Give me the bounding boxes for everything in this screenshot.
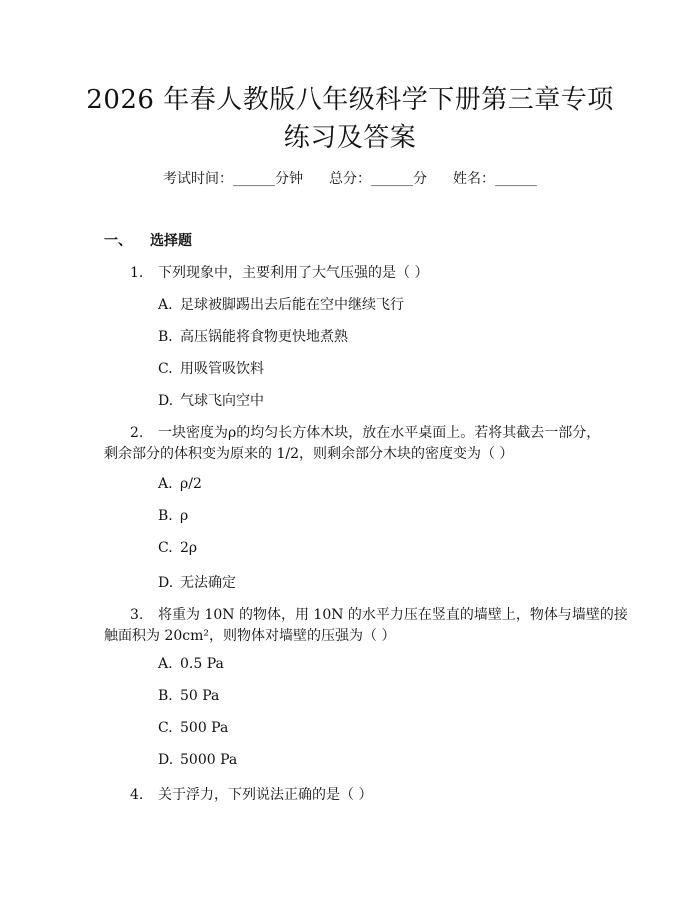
question-1 xyxy=(130,262,428,282)
option-text: 足球被脚踢出去后能在空中继续飞行 xyxy=(180,297,404,313)
option-letter: A. xyxy=(158,656,173,672)
option-letter: D. xyxy=(158,752,174,768)
option-2d xyxy=(158,572,236,592)
option-2a xyxy=(158,476,202,492)
option-text: 500 Pa xyxy=(180,720,229,736)
option-text: 用吸管吸饮料 xyxy=(180,361,264,377)
option-letter: D. xyxy=(158,393,174,409)
option-letter: C. xyxy=(158,361,173,377)
option-text: 高压锅能将食物更快地煮熟 xyxy=(180,329,348,345)
question-4 xyxy=(130,784,372,804)
option-letter: B. xyxy=(158,329,173,345)
question-text: 将重为 10N 的物体，用 10N 的水平力压在竖直的墙壁上，物体与墙壁的接 xyxy=(158,607,628,623)
question-number: 3. xyxy=(130,607,144,623)
document-title-line-1: 2026 年春人教版八年级科学下册第三章专项 xyxy=(86,85,614,115)
option-1a xyxy=(158,294,404,314)
option-text: 2ρ xyxy=(180,540,198,556)
question-3-continuation: 触面积为 20cm²，则物体对墙壁的压强为（ ） xyxy=(104,628,396,644)
question-2-continuation: 剩余部分的体积变为原来的 1/2，则剩余部分木块的密度变为（ ） xyxy=(104,446,514,462)
option-letter: D. xyxy=(158,575,174,591)
question-text: 一块密度为ρ的均匀长方体木块，放在水平桌面上。若将其截去一部分， xyxy=(158,425,601,441)
question-text: 下列现象中，主要利用了大气压强的是（ ） xyxy=(158,265,429,281)
exam-meta-row xyxy=(0,168,700,188)
option-text: 0.5 Pa xyxy=(180,656,224,672)
section-heading xyxy=(104,230,192,250)
exam-score-label: 总分：______分 xyxy=(329,171,427,187)
option-text: ρ/2 xyxy=(180,476,202,492)
exam-time-label: 考试时间：______分钟 xyxy=(163,171,303,187)
option-text: 5000 Pa xyxy=(180,752,238,768)
option-1d xyxy=(158,390,264,410)
option-letter: C. xyxy=(158,720,173,736)
section-title: 选择题 xyxy=(150,233,192,249)
question-2 xyxy=(130,422,600,442)
question-text: 关于浮力，下列说法正确的是（ ） xyxy=(158,787,373,803)
option-2b xyxy=(158,508,188,524)
option-1b xyxy=(158,326,348,346)
option-3d xyxy=(158,752,237,768)
option-letter: B. xyxy=(158,688,173,704)
question-3 xyxy=(130,604,628,624)
option-text: 50 Pa xyxy=(180,688,220,704)
option-2c xyxy=(158,540,197,556)
option-text: ρ xyxy=(180,508,189,524)
option-3b xyxy=(158,688,219,704)
option-3c xyxy=(158,720,228,736)
option-text: 无法确定 xyxy=(180,575,236,591)
option-letter: A. xyxy=(158,297,173,313)
section-number: 一、 xyxy=(104,233,132,249)
option-3a xyxy=(158,656,224,672)
question-number: 2. xyxy=(130,425,144,441)
option-letter: A. xyxy=(158,476,173,492)
question-number: 4. xyxy=(130,787,144,803)
document-title-line-2: 练习及答案 xyxy=(283,123,417,153)
option-text: 气球飞向空中 xyxy=(180,393,264,409)
exam-name-label: 姓名：______ xyxy=(453,171,537,187)
option-letter: B. xyxy=(158,508,173,524)
option-letter: C. xyxy=(158,540,173,556)
question-number: 1. xyxy=(130,265,144,281)
option-1c xyxy=(158,358,264,378)
